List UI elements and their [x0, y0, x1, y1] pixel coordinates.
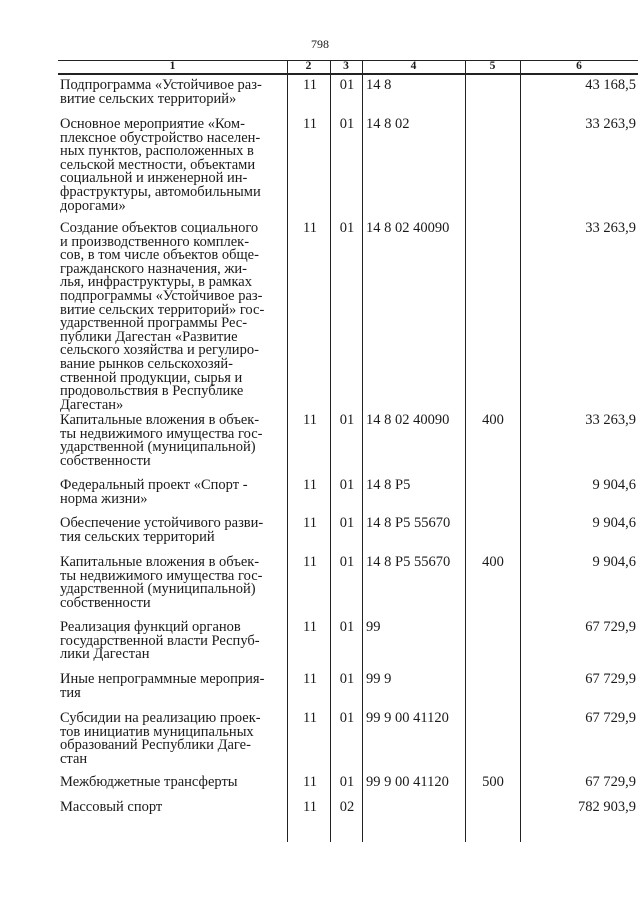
header-col-2: 2 — [305, 60, 312, 72]
row-col-2: 11 — [303, 220, 317, 236]
header-col-6: 6 — [576, 60, 582, 72]
row-col-2: 11 — [303, 554, 317, 570]
column-divider — [287, 60, 288, 842]
row-col-5: 500 — [482, 774, 504, 790]
page-number: 798 — [311, 37, 329, 51]
row-col-6: 33 263,9 — [585, 412, 636, 428]
row-name: Массовый спорт — [60, 799, 163, 815]
row-col-5: 400 — [482, 412, 504, 428]
row-col-5: 400 — [482, 554, 504, 570]
column-divider — [362, 60, 363, 842]
row-col-4: 99 9 00 41120 — [366, 774, 449, 790]
row-col-2: 11 — [303, 774, 317, 790]
header-col-5: 5 — [489, 60, 496, 72]
row-col-6: 9 904,6 — [592, 477, 636, 493]
row-col-6: 33 263,9 — [585, 116, 636, 132]
row-col-3: 01 — [339, 710, 355, 726]
row-col-4: 99 9 — [366, 671, 392, 687]
row-col-6: 67 729,9 — [585, 671, 636, 687]
row-col-6: 782 903,9 — [578, 799, 636, 815]
row-col-4: 14 8 02 40090 — [366, 412, 450, 428]
row-col-4: 14 8 P5 55670 — [366, 554, 451, 570]
row-col-3: 01 — [339, 77, 355, 93]
row-col-6: 43 168,5 — [585, 77, 636, 93]
row-col-3: 01 — [339, 671, 355, 687]
row-col-4: 14 8 — [366, 77, 392, 93]
row-col-2: 11 — [303, 710, 317, 726]
header-bottom-rule — [58, 73, 638, 75]
row-col-2: 11 — [303, 619, 317, 635]
row-col-2: 11 — [303, 671, 317, 687]
row-col-4: 14 8 P5 — [366, 477, 411, 493]
header-col-4: 4 — [410, 60, 417, 72]
row-col-3: 01 — [339, 774, 355, 790]
row-col-2: 11 — [303, 515, 317, 531]
row-col-4: 99 — [366, 619, 381, 635]
row-name: Реализация функций органов государственной власти Респуб- лики Дагестан — [60, 619, 260, 663]
budget-table — [58, 60, 638, 842]
row-name: Создание объектов социального и производственного комплек- сов, в том числе объектов обще- гражданского назначения, жи- лья, инфраструктуры, в рамках подпрограммы «Устойчивое раз- витие сельских территорий» гос- ударственной программы Рес- публики Дагестан «Развитие сельского хозяйства и регулиро- вание рынков сельскохозяй- ственной продукции, сырья и продовольствия в Республике Дагестан» — [60, 220, 265, 413]
row-col-2: 11 — [303, 477, 317, 493]
row-col-6: 67 729,9 — [585, 619, 636, 635]
row-col-3: 01 — [339, 619, 355, 635]
row-col-6: 67 729,9 — [585, 710, 636, 726]
header-col-3: 3 — [343, 60, 349, 72]
row-col-4: 14 8 P5 55670 — [366, 515, 451, 531]
row-name: Федеральный проект «Спорт - норма жизни» — [60, 477, 248, 507]
row-col-3: 01 — [339, 477, 355, 493]
column-divider — [330, 60, 331, 842]
row-col-4: 14 8 02 40090 — [366, 220, 450, 236]
row-name: Основное мероприятие «Ком- плексное обустройство населен- ных пунктов, расположенных в сельской местности, объектами социальной и инженерной ин- фраструктуры, автомобильными дорогами» — [60, 116, 261, 214]
row-name: Обеспечение устойчивого разви- тия сельских территорий — [60, 515, 264, 545]
row-name: Субсидии на реализацию проек- тов инициатив муниципальных образований Республики Даге- стан — [60, 710, 261, 767]
row-col-3: 01 — [339, 116, 355, 132]
row-col-2: 11 — [303, 77, 317, 93]
row-col-2: 11 — [303, 412, 317, 428]
row-col-6: 33 263,9 — [585, 220, 636, 236]
row-name: Иные непрограммные мероприя- тия — [60, 671, 265, 701]
row-col-3: 01 — [339, 554, 355, 570]
row-col-6: 9 904,6 — [592, 515, 636, 531]
header-col-1: 1 — [169, 60, 176, 72]
row-col-6: 67 729,9 — [585, 774, 636, 790]
row-col-3: 01 — [339, 220, 355, 236]
row-col-3: 01 — [339, 515, 355, 531]
row-col-2: 11 — [303, 116, 317, 132]
row-name: Межбюджетные трансферты — [60, 774, 238, 790]
row-col-6: 9 904,6 — [592, 554, 636, 570]
row-name: Капитальные вложения в объек- ты недвижимого имущества гос- ударственной (муниципальной) собственности — [60, 554, 263, 611]
row-name: Подпрограмма «Устойчивое раз- витие сельских территорий» — [60, 77, 262, 107]
row-col-3: 02 — [339, 799, 355, 815]
row-col-3: 01 — [339, 412, 355, 428]
row-col-4: 14 8 02 — [366, 116, 410, 132]
column-divider — [520, 60, 521, 842]
row-col-4: 99 9 00 41120 — [366, 710, 449, 726]
row-name: Капитальные вложения в объек- ты недвижимого имущества гос- ударственной (муниципальной) собственности — [60, 412, 263, 469]
row-col-2: 11 — [303, 799, 317, 815]
